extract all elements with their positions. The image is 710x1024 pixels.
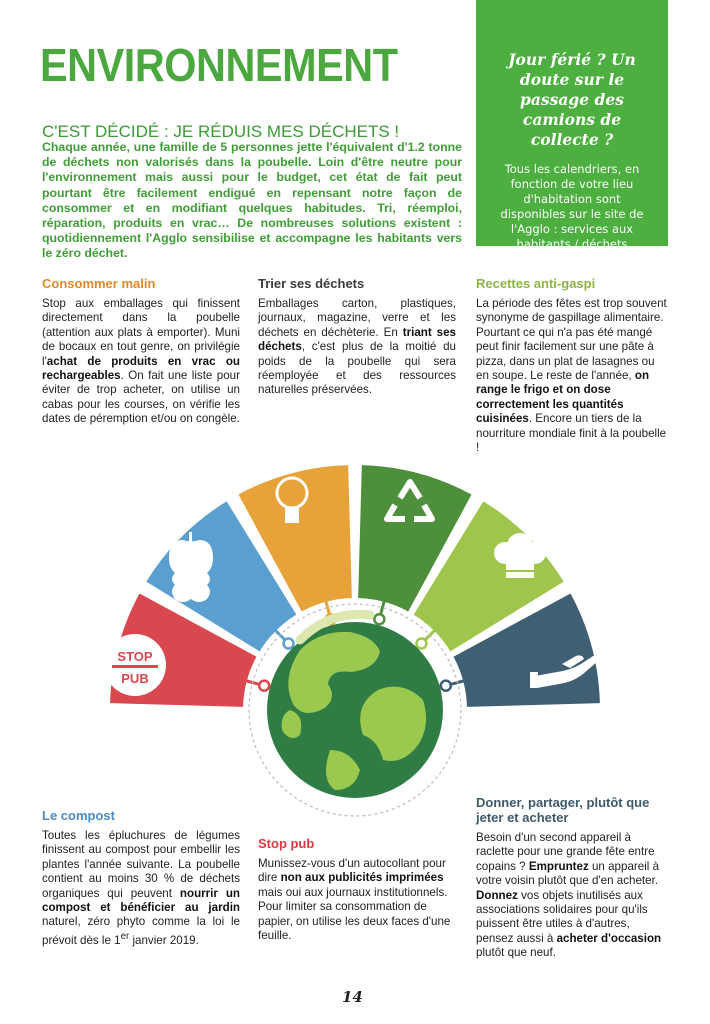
stop-pub-icon xyxy=(104,634,166,696)
section-title: Recettes anti-gaspi xyxy=(476,276,596,291)
section-text: Emballages carton, plastiques, journaux, magazine, verre et les déchets en déchèterie. En triant ses déchets, c'est plus de la moitié du poids de la poubelle qui sera réemployée et des ressources naturelles préservées. xyxy=(258,297,456,397)
info-box-text: Tous les calendriers, en fonction de votre lieu d'habitation sont disponibles sur le site de l'Agglo : services aux habitants / déchets xyxy=(500,162,644,251)
section-title: Stop pub xyxy=(258,836,315,851)
segment-recettes-dot xyxy=(416,639,426,649)
apple-core-icon xyxy=(169,532,213,602)
section-stop-pub xyxy=(258,836,456,943)
page-number: 14 xyxy=(342,988,363,1006)
section-text: Besoin d'un second appareil à raclette pour une grande fête entre copains ? Empruntez un appareil à votre voisin plutôt que d'en acheter. Donnez vos objets inutilisés aux associations solidaires pour qu'ils puissent être utiles à d'autres, pensez aussi à acheter d'occasion plutôt que neuf. xyxy=(476,831,662,960)
page-title: ENVIRONNEMENT xyxy=(40,39,398,91)
segment-trier-dot xyxy=(374,614,384,624)
section-donner-partager xyxy=(476,795,670,961)
segment-donner-dot xyxy=(441,681,451,691)
pub-label: PUB xyxy=(121,671,149,686)
section-title: Trier ses déchets xyxy=(258,276,365,291)
stop-label: STOP xyxy=(117,649,153,664)
intro-paragraph: Chaque année, une famille de 5 personnes jette l'équivalent d'1.2 tonne de déchets non valorisés dans la poubelle. Loin d'être neutre pour l'environnement mais aussi pour le budget, cet état de fait peut pourtant être facilement endigué en repensant notre façon de consommer et en modifiant quelques habitudes. Tri, réemploi, réparation, produits en vrac… De nombreuses solutions existent : quotidiennement l'Agglo sensibilise et accompagne les habitants vers le zéro déchet. xyxy=(42,140,462,261)
section-title: Le compost xyxy=(42,808,115,823)
info-box-heading: Jour férié ? Un doute sur le passage des camions de collecte ? xyxy=(508,50,636,149)
section-title: Consommer malin xyxy=(42,276,156,291)
segment-compost-dot xyxy=(284,639,294,649)
section-text: La période des fêtes est trop souvent synonyme de gaspillage alimentaire. Pourtant ce qui n'a pas été mangé peut finir facilement sur une pâte à pizza, dans un plat de lasagnes ou en soupe. Le reste de l'année, on range le frigo et on dose correctement les quantités cuisinées. Encore un tiers de la nourriture mondiale finit à la poubelle ! xyxy=(476,297,667,455)
section-title: Donner, partager, plutôt que jeter et acheter xyxy=(476,795,650,825)
section-text: Munissez-vous d'un autocollant pour dire non aux publicités imprimées mais oui aux journaux institutionnels. Pour limiter sa consommation de papier, on utilise les deux faces d'une feuille. xyxy=(258,857,451,943)
section-compost xyxy=(42,808,240,948)
section-text: Stop aux emballages qui finissent directement dans la poubelle (attention aux plats à emporter). Muni de bocaux en tout genre, on privilégie l'achat de produits en vrac ou rechargeables. On fait une liste pour éviter de trop acheter, on utilise un cabas pour les courses, on vérifie les dates de péremption et/ou on congèle. xyxy=(42,297,240,426)
section-subtitle: C'EST DÉCIDÉ : JE RÉDUIS MES DÉCHETS ! xyxy=(42,122,400,141)
segment-stop-pub-dot xyxy=(259,681,269,691)
section-text: Toutes les épluchures de légumes finissent au compost pour embellir les plantes l'année suivante. La poubelle contient au moins 30 % de déchets organiques qui peuvent nourrir un compost et bénéficier au jardin naturel, zéro phyto comme la loi le prévoit dès le 1er janvier 2019. xyxy=(42,829,241,947)
